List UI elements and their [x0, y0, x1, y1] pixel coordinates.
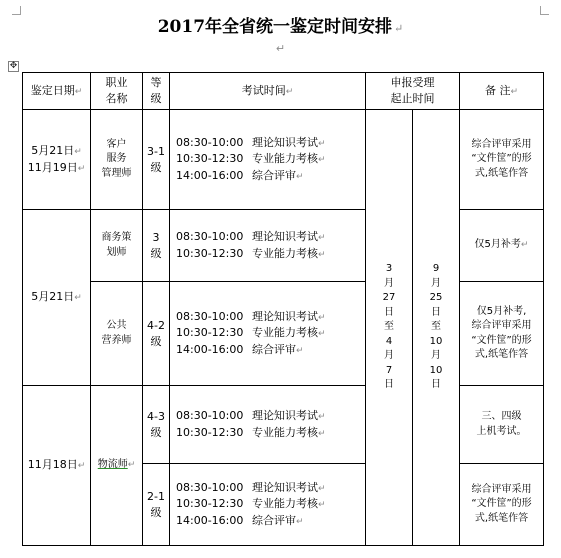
header-row	[23, 73, 544, 110]
exam-line: 10:30-12:30 专业能力考核↵	[176, 326, 326, 340]
exam-line: 08:30-10:00 理论知识考试↵	[176, 481, 326, 495]
level-cell: 3-1 级	[143, 110, 170, 210]
occupation-cell: 物流师↵	[91, 386, 143, 546]
exam-line: 14:00-16:00 综合评审↵	[176, 342, 304, 356]
remark-cell: 仅5月补考, 综合评审采用 “文件筐”的形 式,纸笔作答	[460, 282, 544, 386]
title-text: 2017年全省统一鉴定时间安排	[157, 17, 393, 37]
header-exam-time: 考试时间↵	[170, 73, 366, 110]
header-apply-period: 申报受理 起止时间	[366, 73, 460, 110]
paragraph-mark: ↵	[394, 22, 404, 35]
exam-line: 14:00-16:00 综合评审↵	[176, 513, 304, 527]
remark-cell: 综合评审采用 “文件筐”的形 式,纸笔作答	[460, 110, 544, 210]
remark-cell: 三、四级 上机考试。	[460, 386, 544, 464]
occupation-cell: 客户 服务 管理师	[91, 110, 143, 210]
level-cell: 4-3 级	[143, 386, 170, 464]
table-row	[23, 282, 544, 386]
level-cell: 4-2 级	[143, 282, 170, 386]
exam-line: 10:30-12:30 专业能力考核↵	[176, 152, 326, 166]
occupation-cell: 商务策 划师	[91, 210, 143, 282]
exam-line: 10:30-12:30 专业能力考核↵	[176, 425, 326, 439]
date-cell: 5月21日↵	[23, 210, 91, 386]
header-occupation: 职业 名称	[91, 73, 143, 110]
exam-time-cell	[170, 110, 366, 210]
header-date: 鉴定日期↵	[23, 73, 91, 110]
exam-time-cell	[170, 464, 366, 546]
table-row	[23, 110, 544, 210]
table-row	[23, 210, 544, 282]
exam-line: 08:30-10:00 理论知识考试↵	[176, 409, 326, 423]
date-cell: 11月18日↵	[23, 386, 91, 546]
apply-period-first: 3 月 27 日 至 4 月 7 日	[366, 110, 413, 546]
exam-line: 08:30-10:00 理论知识考试↵	[176, 230, 326, 244]
exam-line: 14:00-16:00 综合评审↵	[176, 168, 304, 182]
header-remark: 备 注↵	[460, 73, 544, 110]
exam-line: 10:30-12:30 专业能力考核↵	[176, 497, 326, 511]
exam-line: 10:30-12:30 专业能力考核↵	[176, 246, 326, 260]
remark-cell: 综合评审采用 “文件筐”的形 式,纸笔作答	[460, 464, 544, 546]
schedule-table	[22, 72, 544, 546]
exam-time-cell	[170, 282, 366, 386]
exam-line: 08:30-10:00 理论知识考试↵	[176, 310, 326, 324]
apply-period-second: 9 月 25 日 至 10 月 10 日	[413, 110, 460, 546]
exam-line: 08:30-10:00 理论知识考试↵	[176, 136, 326, 150]
table-move-handle-icon[interactable]: ✥	[9, 61, 18, 71]
table-row	[23, 386, 544, 464]
occupation-cell: 公共 营养师	[91, 282, 143, 386]
header-level: 等 级	[143, 73, 170, 110]
exam-time-cell	[170, 386, 366, 464]
empty-paragraph-mark: ↵	[275, 42, 286, 55]
level-cell: 3 级	[143, 210, 170, 282]
date-cell: 5月21日↵ 11月19日↵	[23, 110, 91, 210]
level-cell: 2-1 级	[143, 464, 170, 546]
exam-time-cell	[170, 210, 366, 282]
document-title	[0, 12, 561, 37]
remark-cell: 仅5月补考↵	[460, 210, 544, 282]
